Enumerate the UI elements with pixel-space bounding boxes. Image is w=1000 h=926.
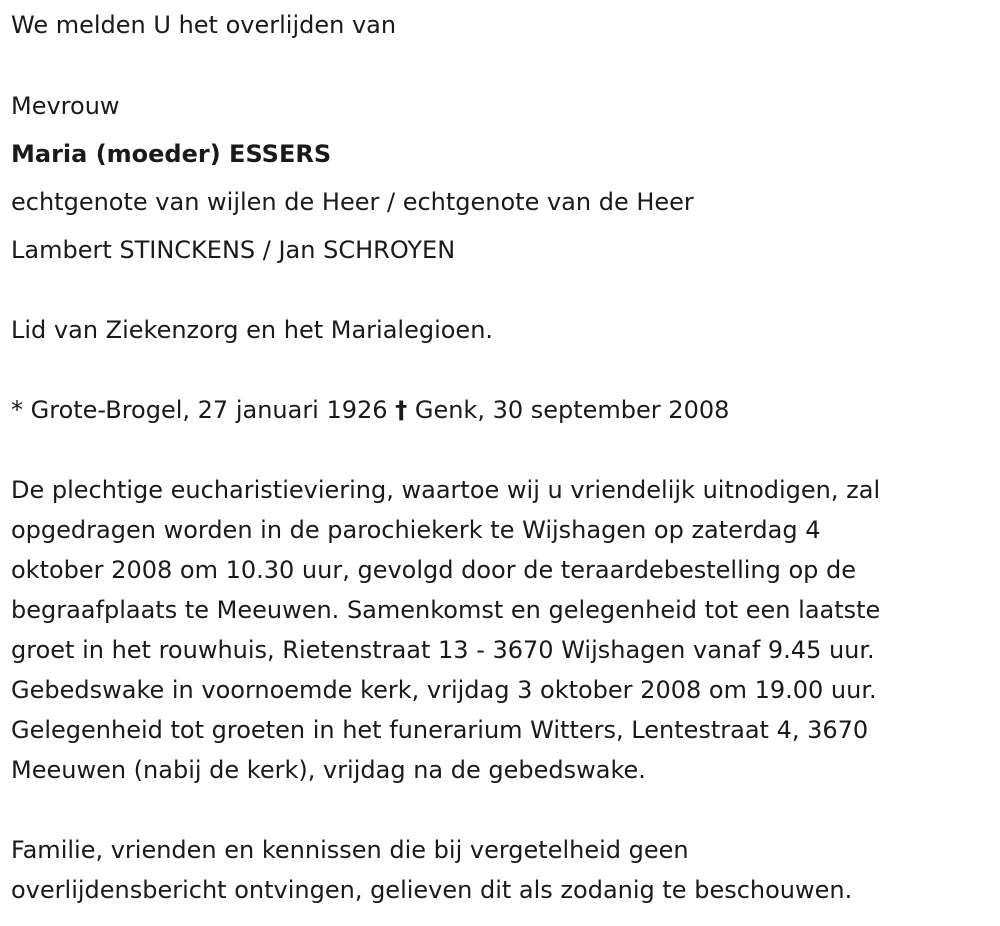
intro-text: We melden U het overlijden van: [11, 11, 397, 39]
ceremony-line: De plechtige eucharistieviering, waartoe wij u vriendelijk uitnodigen, zal: [11, 476, 881, 504]
ceremony-line: Meeuwen (nabij de kerk), vrijdag na de gebedswake.: [11, 756, 646, 784]
closing-line: overlijdensbericht ontvingen, gelieven dit als zodanig te beschouwen.: [11, 876, 853, 904]
closing-line: Familie, vrienden en kennissen die bij vergetelheid geen: [11, 836, 689, 864]
ceremony-line: oktober 2008 om 10.30 uur, gevolgd door de teraardebestelling op de: [11, 556, 857, 584]
spouse-line-2: Lambert STINCKENS / Jan SCHROYEN: [11, 236, 456, 264]
dagger-icon: †: [395, 396, 408, 424]
ceremony-line: opgedragen worden in de parochiekerk te Wijshagen op zaterdag 4: [11, 516, 821, 544]
ceremony-line: Gelegenheid tot groeten in het funerarium Witters, Lentestraat 4, 3670: [11, 716, 869, 744]
ceremony-line: Gebedswake in voornoemde kerk, vrijdag 3 oktober 2008 om 19.00 uur.: [11, 676, 877, 704]
salutation: Mevrouw: [11, 92, 120, 120]
birth-info: * Grote-Brogel, 27 januari 1926: [11, 396, 388, 424]
membership-text: Lid van Ziekenzorg en het Marialegioen.: [11, 316, 494, 344]
spouse-line-1: echtgenote van wijlen de Heer / echtgenote van de Heer: [11, 188, 694, 216]
ceremony-line: groet in het rouwhuis, Rietenstraat 13 - 3670 Wijshagen vanaf 9.45 uur.: [11, 636, 875, 664]
death-info: Genk, 30 september 2008: [414, 396, 730, 424]
dates-line: [11, 395, 729, 425]
deceased-name: Maria (moeder) ESSERS: [11, 140, 332, 168]
ceremony-line: begraafplaats te Meeuwen. Samenkomst en gelegenheid tot een laatste: [11, 596, 881, 624]
